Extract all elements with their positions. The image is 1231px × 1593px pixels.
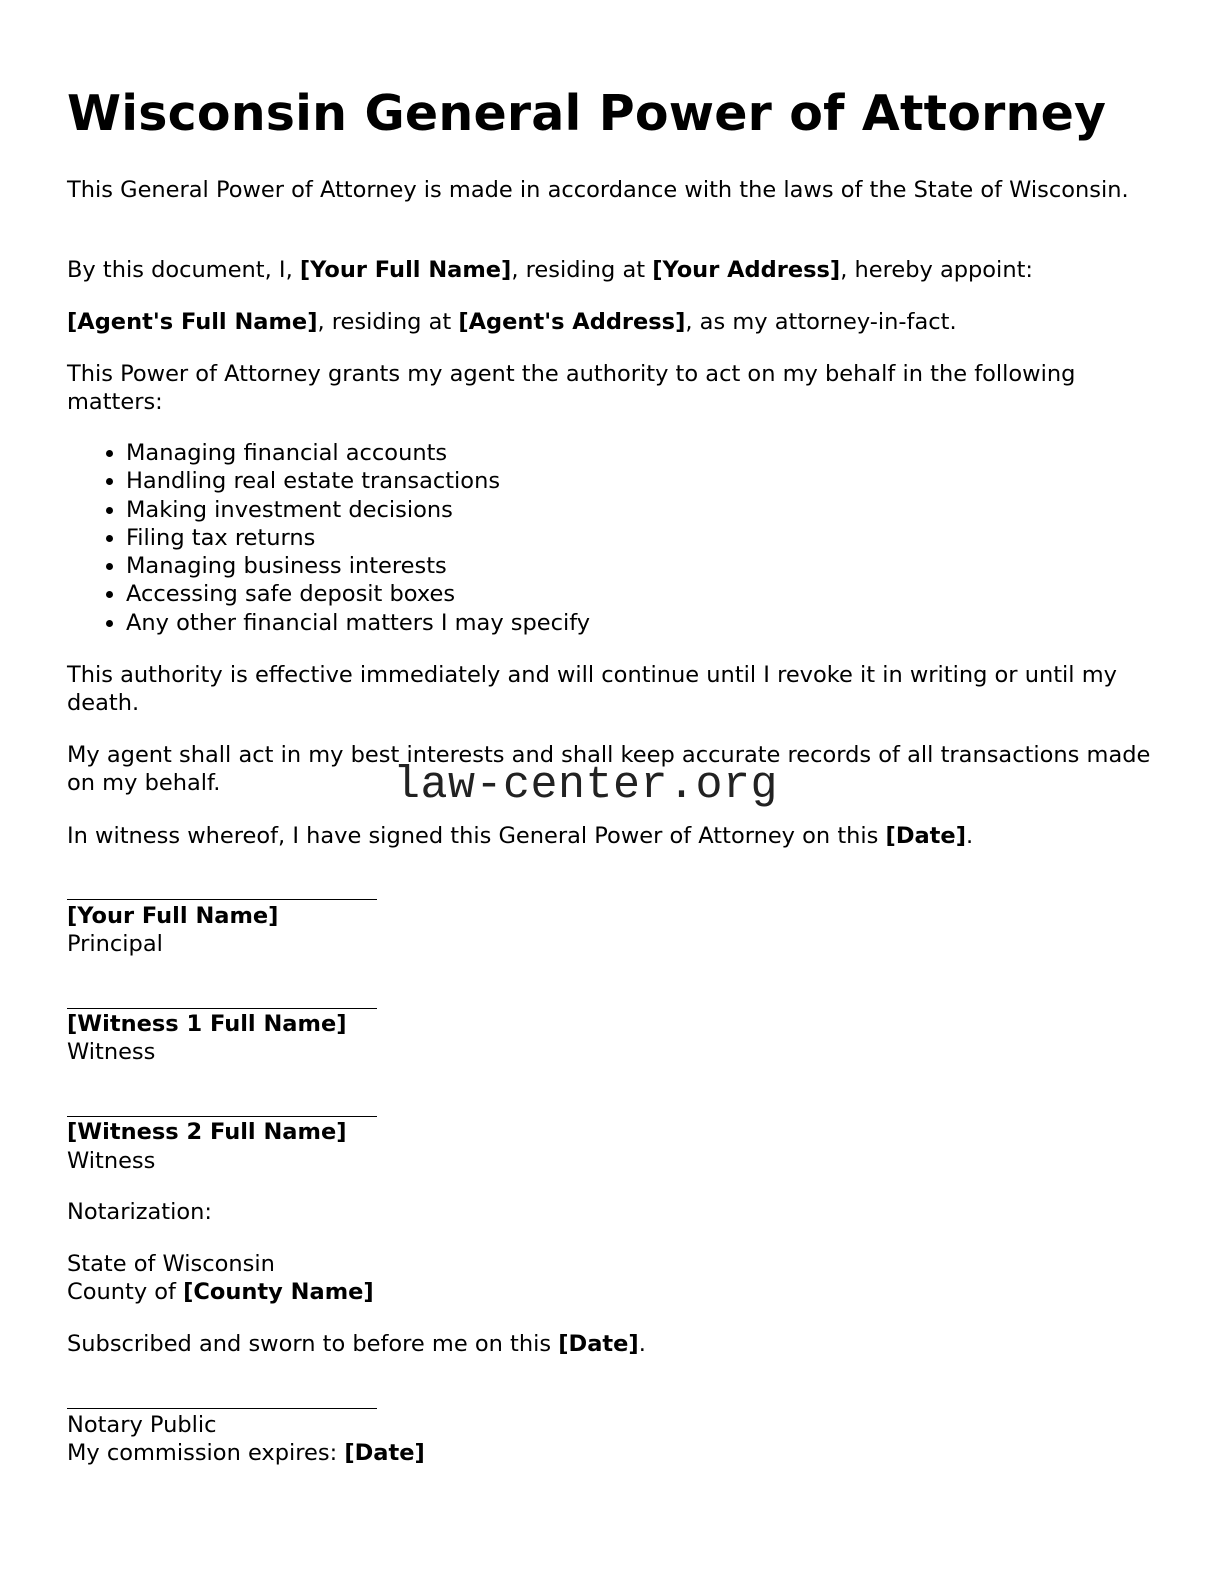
agent-name-placeholder: [Agent's Full Name] [67,309,318,335]
grant-paragraph: This Power of Attorney grants my agent the authority to act on my behalf in the following matters: [67,361,1076,415]
principal-role: Principal [67,931,163,957]
witness-2-role: Witness [67,1148,156,1174]
list-item: • Managing business interests [126,552,590,580]
witness-1-signature-line[interactable] [67,1008,377,1009]
list-item: • Any other financial matters I may specify [126,609,590,637]
witness-2-signature-line[interactable] [67,1116,377,1117]
text: . [965,823,974,849]
list-item: • Managing financial accounts [126,439,590,467]
text: , residing at [511,257,653,283]
sworn-statement [67,1330,1152,1358]
list-item: • Making investment decisions [126,496,590,524]
text: In witness whereof, I have signed this General Power of Attorney on this [67,823,886,849]
notary-signature-line[interactable] [67,1408,377,1409]
commission-date-placeholder: [Date] [344,1440,425,1466]
witness-clause [67,822,1152,850]
document-title: Wisconsin General Power of Attorney [67,85,1107,142]
principal-name-placeholder: [Your Full Name] [299,257,512,283]
effective-paragraph: This authority is effective immediately and will continue until I revoke it in writing or until my death. [67,662,1117,716]
county-placeholder: [County Name] [183,1279,374,1305]
text: Subscribed and sworn to before me on this [67,1331,559,1357]
principal-name: [Your Full Name] [67,903,279,929]
duties-paragraph: My agent shall act in my best interests and shall keep accurate records of all transactions made on my behalf. [67,742,1151,796]
notary-county [67,1278,1152,1306]
appointment-paragraph [67,256,1152,284]
text: My commission expires: [67,1440,345,1466]
principal-signature-line[interactable] [67,899,377,900]
commission-expiry [67,1439,1152,1467]
text: By this document, I, [67,257,300,283]
list-item: • Handling real estate transactions [126,467,590,495]
sworn-date-placeholder: [Date] [558,1331,639,1357]
agent-address-placeholder: [Agent's Address] [458,309,686,335]
watermark: law-center.org [393,760,779,811]
principal-address-placeholder: [Your Address] [652,257,841,283]
list-item: • Accessing safe deposit boxes [126,580,590,608]
agent-paragraph [67,308,1152,336]
text: , hereby appoint: [840,257,1033,283]
intro-paragraph: This General Power of Attorney is made in accordance with the laws of the State of Wisconsin. [67,177,1129,203]
notarization-heading: Notarization: [67,1199,212,1225]
list-item: • Filing tax returns [126,524,590,552]
date-placeholder: [Date] [885,823,966,849]
witness-1-role: Witness [67,1039,156,1065]
powers-list [67,439,590,637]
text: . [638,1331,646,1357]
text: County of [67,1279,184,1305]
witness-1-name: [Witness 1 Full Name] [67,1011,347,1037]
notary-state: State of Wisconsin [67,1251,275,1277]
text: , as my attorney-in-fact. [685,309,957,335]
witness-2-name: [Witness 2 Full Name] [67,1119,347,1145]
notary-title: Notary Public [67,1412,217,1438]
text: , residing at [317,309,459,335]
